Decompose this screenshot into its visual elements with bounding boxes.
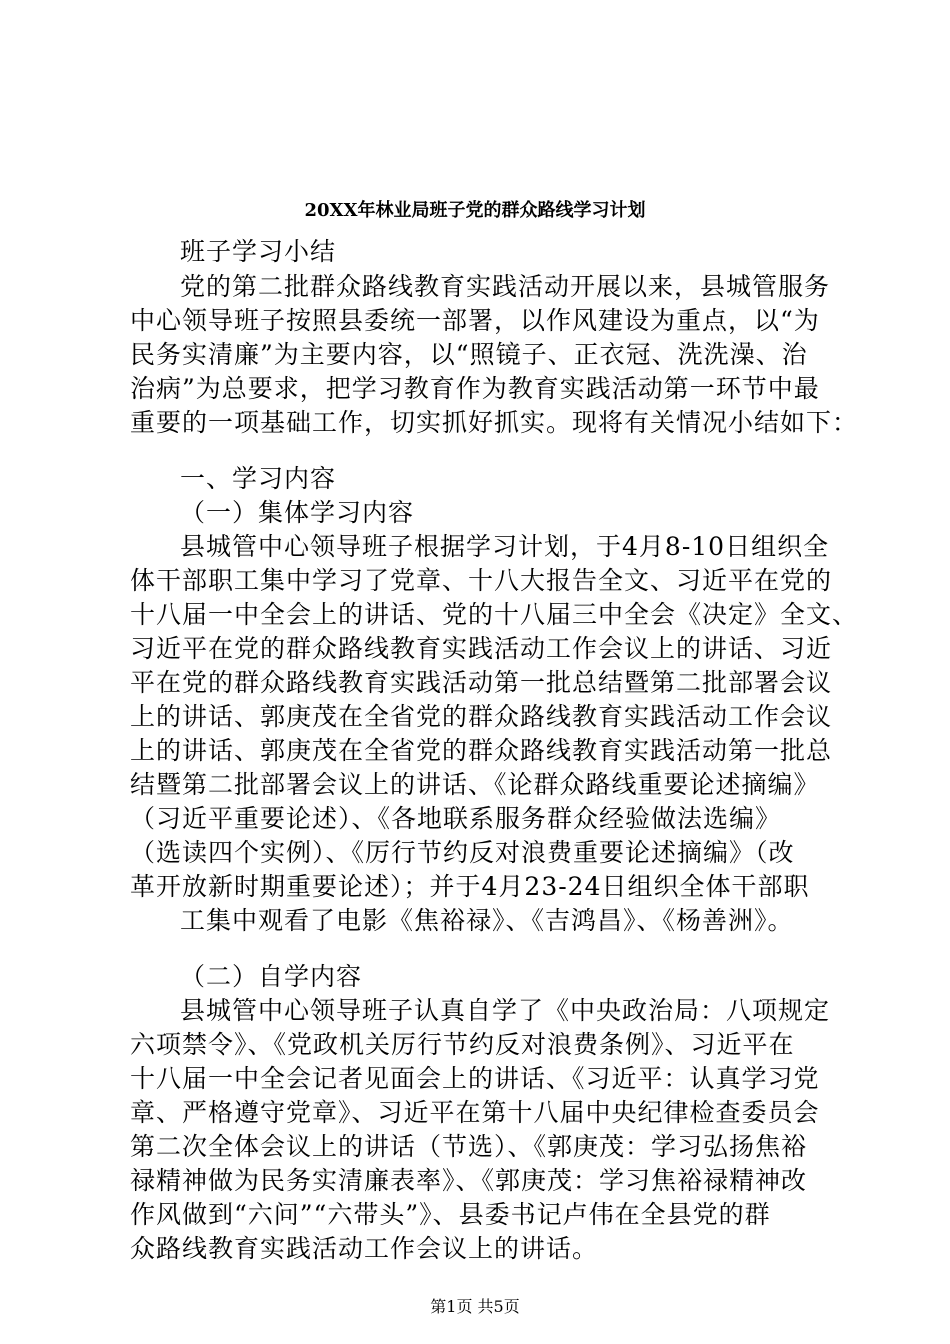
section-heading: 一、学习内容 <box>180 464 337 493</box>
paragraph-line: 平在党的群众路线教育实践活动第一批总结暨第二批部署会议 <box>130 668 833 697</box>
paragraph-line: 体干部职工集中学习了党章、十八大报告全文、习近平在党的 <box>130 566 833 595</box>
document-subtitle: 班子学习小结 <box>180 237 337 266</box>
document-title: 20XX年林业局班子党的群众路线学习计划 <box>304 200 646 221</box>
paragraph-line: （选读四个实例）、《厉行节约反对浪费重要论述摘编》（改 <box>130 838 795 867</box>
paragraph-line: 第二次全体会议上的讲话（节选）、《郭庚茂：学习弘扬焦裕 <box>130 1132 808 1161</box>
subsection-heading: （二）自学内容 <box>180 962 363 991</box>
paragraph-line: 重要的一项基础工作，切实抓好抓实。现将有关情况小结如下： <box>130 408 859 437</box>
paragraph-line: 习近平在党的群众路线教育实践活动工作会议上的讲话、习近 <box>130 634 833 663</box>
page-footer: 第1页 共5页 <box>430 1297 520 1316</box>
paragraph-line: （习近平重要论述）、《各地联系服务群众经验做法选编》 <box>130 804 782 833</box>
paragraph-line: 县城管中心领导班子认真自学了《中央政治局：八项规定 <box>180 996 831 1025</box>
paragraph-line: 十八届一中全会上的讲话、党的十八届三中全会《决定》全文、 <box>130 600 859 629</box>
paragraph-line: 作风做到“六问”“六带头”》、县委书记卢伟在全县党的群 <box>130 1200 771 1229</box>
paragraph-line: 十八届一中全会记者见面会上的讲话、《习近平：认真学习党 <box>130 1064 820 1093</box>
paragraph-line: 工集中观看了电影《焦裕禄》、《吉鸿昌》、《杨善洲》。 <box>180 906 794 935</box>
paragraph-line: 中心领导班子按照县委统一部署，以作风建设为重点，以“为 <box>130 306 820 335</box>
paragraph-line: 民务实清廉”为主要内容，以“照镜子、正衣冠、洗洗澡、治 <box>130 340 808 369</box>
paragraph-line: 党的第二批群众路线教育实践活动开展以来，县城管服务 <box>180 272 831 301</box>
paragraph-line: 革开放新时期重要论述）；并于4月23-24日组织全体干部职 <box>130 872 810 901</box>
paragraph-line: 章、严格遵守党章》、习近平在第十八届中央纪律检查委员会 <box>130 1098 820 1127</box>
paragraph-line: 众路线教育实践活动工作会议上的讲话。 <box>130 1234 599 1263</box>
paragraph-line: 禄精神做为民务实清廉表率》、《郭庚茂：学习焦裕禄精神改 <box>130 1166 808 1195</box>
paragraph-line: 上的讲话、郭庚茂在全省党的群众路线教育实践活动工作会议 <box>130 702 833 731</box>
paragraph-line: 结暨第二批部署会议上的讲话、《论群众路线重要论述摘编》 <box>130 770 820 799</box>
paragraph-line: 六项禁令》、《党政机关厉行节约反对浪费条例》、习近平在 <box>130 1030 795 1059</box>
subsection-heading: （一）集体学习内容 <box>180 498 415 527</box>
paragraph-line: 县城管中心领导班子根据学习计划，于4月8-10日组织全 <box>180 532 830 561</box>
paragraph-line: 治病”为总要求，把学习教育作为教育实践活动第一环节中最 <box>130 374 820 403</box>
paragraph-line: 上的讲话、郭庚茂在全省党的群众路线教育实践活动第一批总 <box>130 736 833 765</box>
